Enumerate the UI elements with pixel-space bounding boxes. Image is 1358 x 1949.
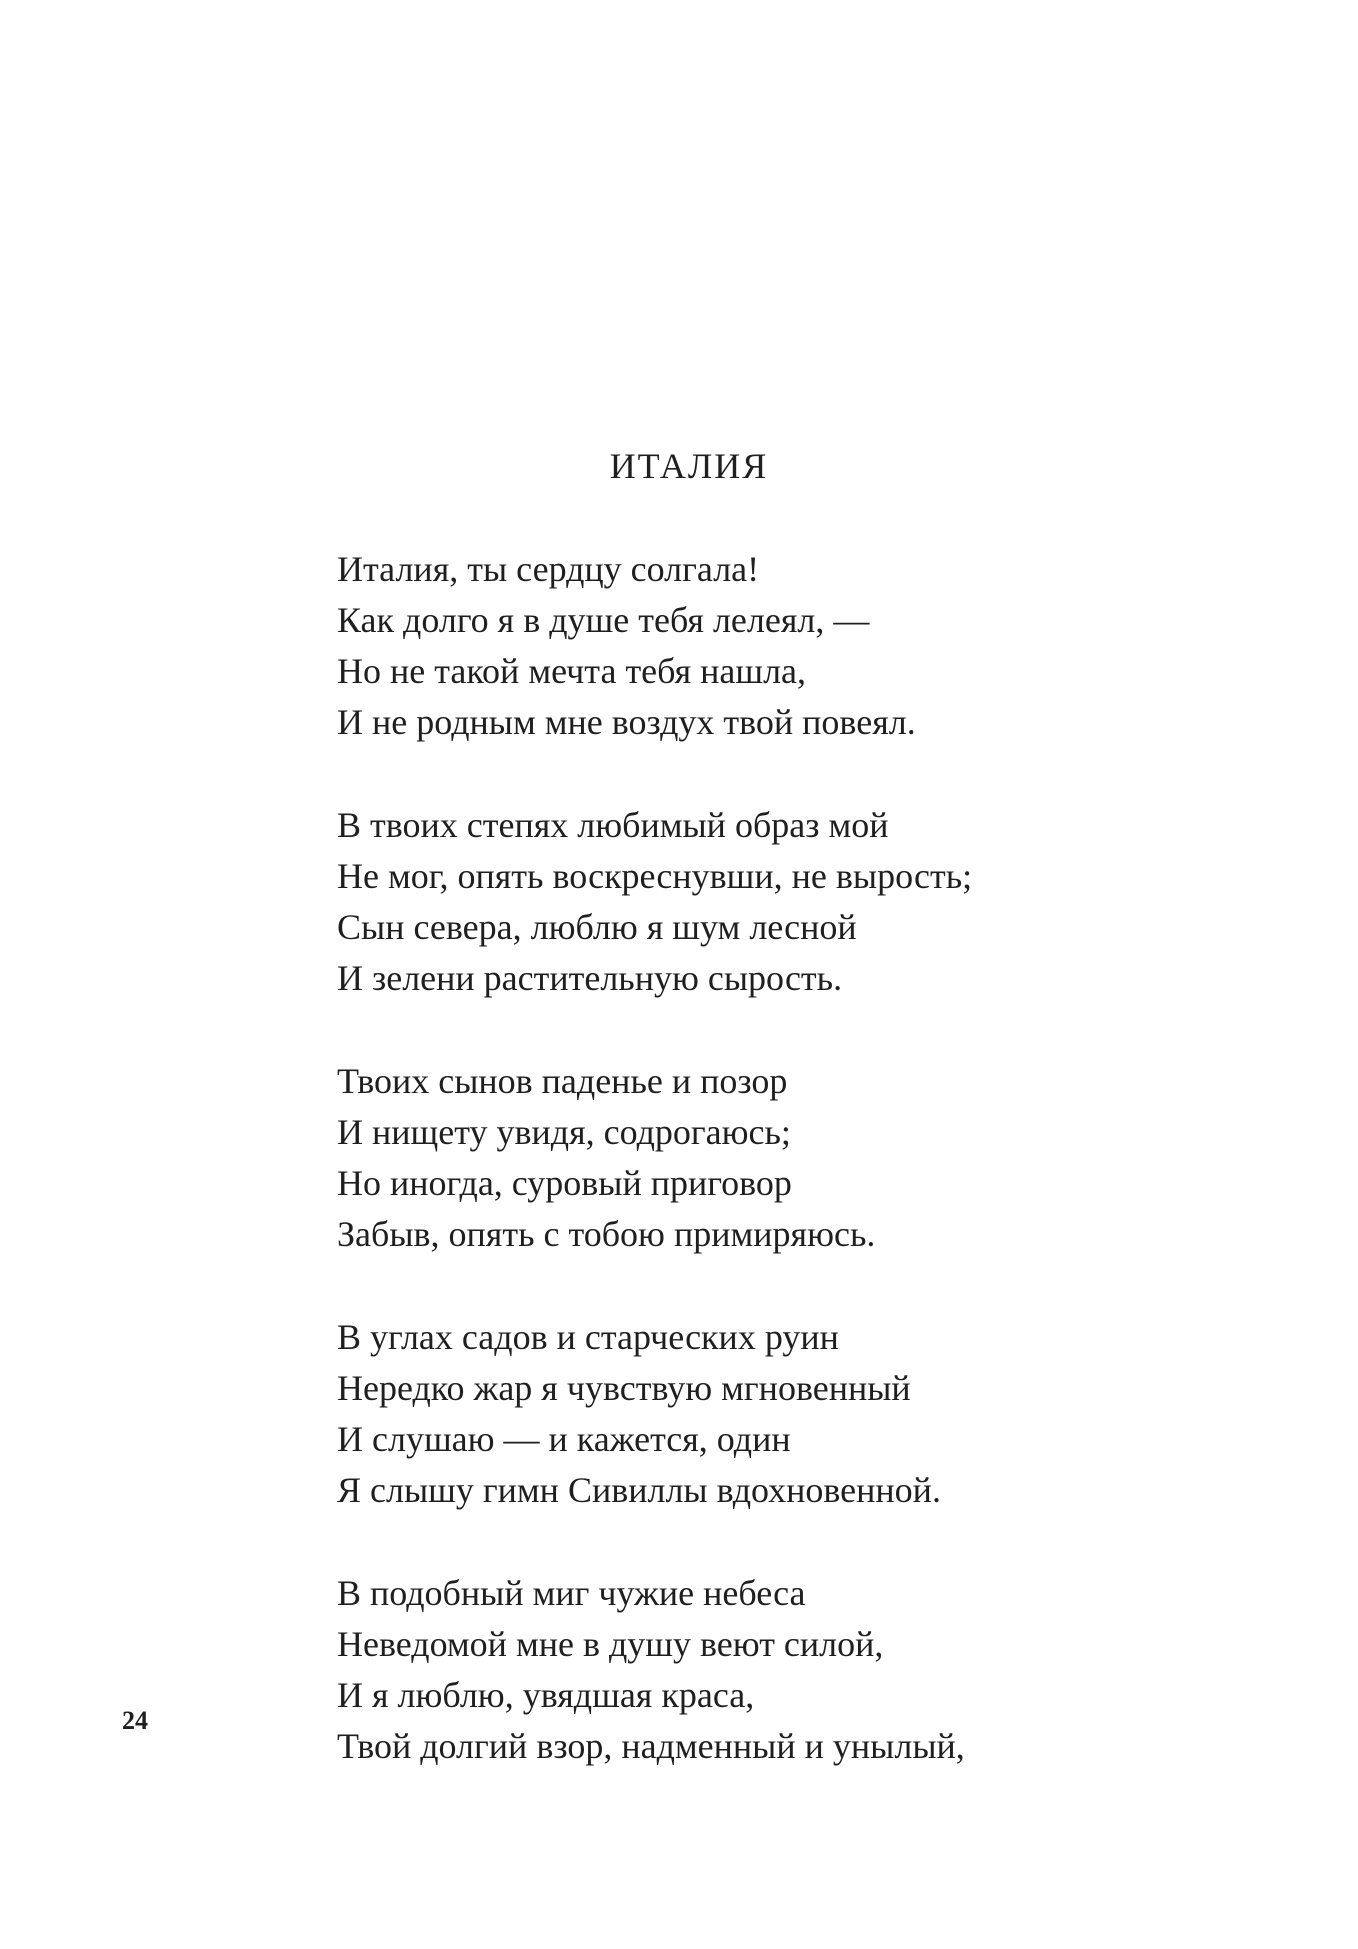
poem-line: Я слышу гимн Сивиллы вдохновенной.	[337, 1470, 941, 1510]
poem-line: Италия, ты сердцу солгала!	[337, 549, 760, 589]
poem-title: ИТАЛИЯ	[609, 446, 769, 486]
stanza-2	[337, 800, 1237, 1004]
poem-line: Забыв, опять с тобою примиряюсь.	[337, 1214, 876, 1254]
poem-line: И слушаю — и кажется, один	[337, 1419, 791, 1459]
poem-line: И зелени растительную сырость.	[337, 958, 843, 998]
poem-line: В подобный миг чужие небеса	[337, 1573, 806, 1613]
poem-line: В углах садов и старческих руин	[337, 1317, 839, 1357]
poem-line: Неведомой мне в душу веют силой,	[337, 1624, 884, 1664]
poem-line: Как долго я в душе тебя лелеял, —	[337, 600, 870, 640]
poem-line: Сын севера, люблю я шум лесной	[337, 907, 857, 947]
poem-line: Но иногда, суровый приговор	[337, 1163, 792, 1203]
stanza-1	[337, 544, 1237, 748]
poem-line: И не родным мне воздух твой повеял.	[337, 702, 916, 742]
stanza-3	[337, 1056, 1237, 1260]
poem-line: Твой долгий взор, надменный и унылый,	[337, 1726, 965, 1766]
poem-line: В твоих степях любимый образ мой	[337, 805, 889, 845]
page-number: 24	[122, 1706, 148, 1735]
poem-line: Твоих сынов паденье и позор	[337, 1061, 788, 1101]
stanza-5	[337, 1568, 1237, 1772]
stanza-4	[337, 1312, 1237, 1516]
poem-line: И нищету увидя, содрогаюсь;	[337, 1112, 791, 1152]
poem-body	[337, 544, 1237, 1824]
poem-line: Не мог, опять воскреснувши, не вырость;	[337, 856, 973, 896]
poem-line: Нередко жар я чувствую мгновенный	[337, 1368, 911, 1408]
poem-line: И я люблю, увядшая краса,	[337, 1675, 755, 1715]
poem-line: Но не такой мечта тебя нашла,	[337, 651, 807, 691]
